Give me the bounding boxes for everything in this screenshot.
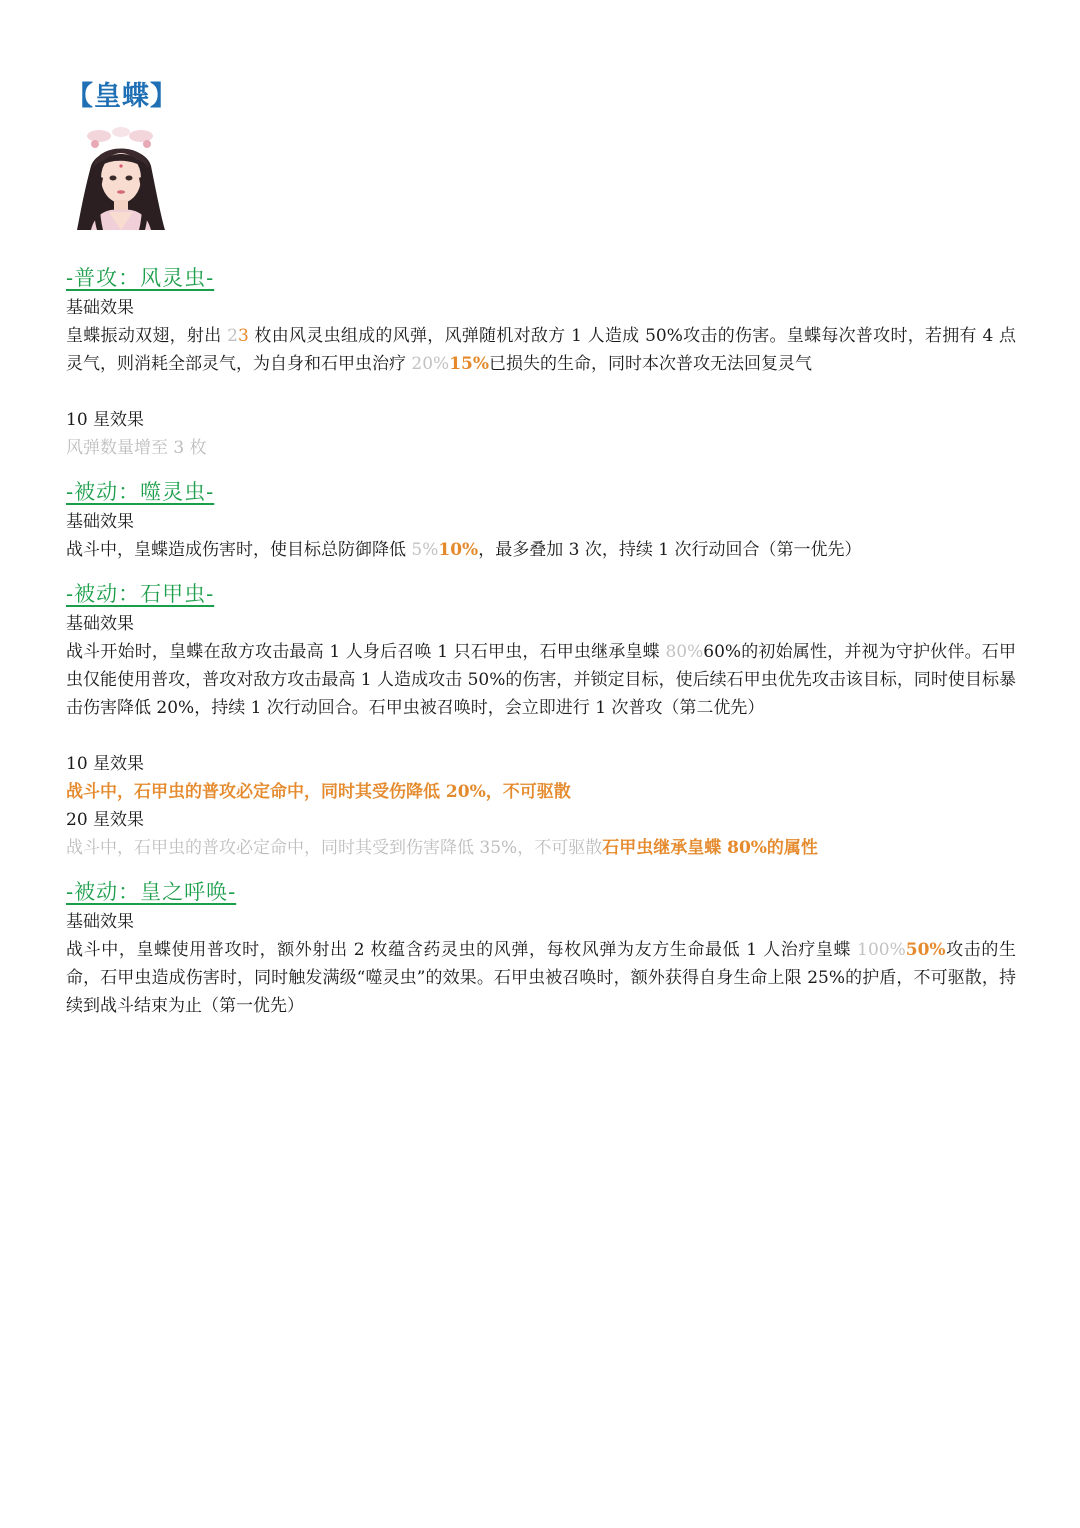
base-effect-text: 战斗中，皇蝶造成伤害时，使目标总防御降低 5%10%，最多叠加 3 次，持续 1 次行动回合（第一优先） — [66, 540, 862, 560]
star20-text: 战斗中，石甲虫的普攻必定命中，同时其受到伤害降低 35%，不可驱散石甲虫继承皇蝶 80%的属性 — [66, 838, 818, 858]
skill-title: -被动：皇之呼唤- — [66, 880, 237, 904]
base-effect-label: 基础效果 — [66, 512, 134, 532]
star10-label: 10 星效果 — [66, 754, 145, 774]
base-effect-text: 战斗开始时，皇蝶在敌方攻击最高 1 人身后召唤 1 只石甲虫，石甲虫继承皇蝶 80%60%的初始属性，并视为守护伙伴。石甲虫仅能使用普攻，普攻对敌方攻击最高 1 人造成攻击 50%的伤害，并锁定目标，使后续石甲虫优先攻击该目标，同时使目标暴击伤害降低 20%，持续 1 次行动回合。石甲虫被召唤时，会立即进行 1 次普攻（第二优先） — [66, 642, 1016, 718]
skill-section-normal-attack — [66, 262, 1016, 462]
star10-text: 风弹数量增至 3 枚 — [66, 438, 207, 458]
skill-section-passive-stone-beetle — [66, 578, 1016, 862]
skill-section-passive-royal-call — [66, 876, 1016, 1020]
star20-label: 20 星效果 — [66, 810, 145, 830]
skill-sections — [66, 262, 1016, 1020]
hero-title: 【皇蝶】 — [66, 81, 178, 112]
base-effect-label: 基础效果 — [66, 298, 134, 318]
skill-section-passive-devour — [66, 476, 1016, 564]
star10-text: 战斗中，石甲虫的普攻必定命中，同时其受伤降低 20%，不可驱散 — [66, 782, 571, 802]
skill-title: -被动：噬灵虫- — [66, 480, 215, 504]
skill-title: -被动：石甲虫- — [66, 582, 215, 606]
base-effect-label: 基础效果 — [66, 614, 134, 634]
base-effect-text: 皇蝶振动双翅，射出 23 枚由风灵虫组成的风弹，风弹随机对敌方 1 人造成 50%攻击的伤害。皇蝶每次普攻时，若拥有 4 点灵气，则消耗全部灵气，为自身和石甲虫治疗 20%15%已损失的生命，同时本次普攻无法回复灵气 — [66, 326, 1016, 374]
skill-title: -普攻：风灵虫- — [66, 266, 215, 290]
base-effect-text: 战斗中，皇蝶使用普攻时，额外射出 2 枚蕴含药灵虫的风弹，每枚风弹为友方生命最低 1 人治疗皇蝶 100%50%攻击的生命，石甲虫造成伤害时，同时触发满级“噬灵虫”的效果。石甲虫被召唤时，额外获得自身生命上限 25%的护盾，不可驱散，持续到战斗结束为止（第一优先） — [66, 940, 1017, 1016]
star10-label: 10 星效果 — [66, 410, 145, 430]
character-portrait-icon — [69, 126, 173, 230]
base-effect-label: 基础效果 — [66, 912, 134, 932]
